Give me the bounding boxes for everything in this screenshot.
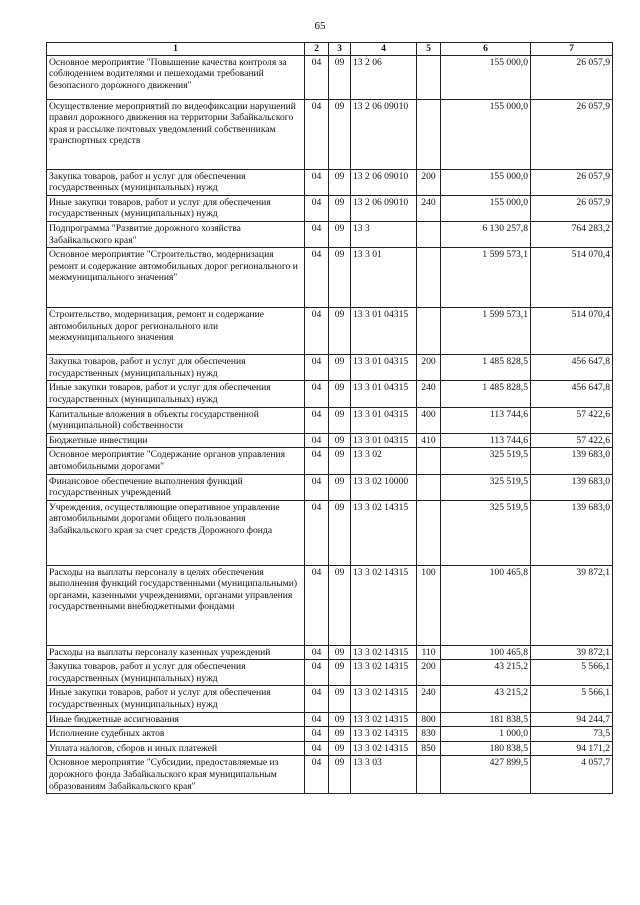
row-name: Основное мероприятие "Строительство, модернизация ремонт и содержание автомобильных дорог регионального и межмуниципального значения" <box>47 248 305 308</box>
column-header: 1 <box>47 43 305 56</box>
column-header: 6 <box>441 43 531 56</box>
row-name: Основное мероприятие "Повышение качества контроля за соблюдением водителями и пешеходами требований безопасного дорожного движения" <box>47 55 305 99</box>
row-target-code: 13 3 01 04315 <box>351 433 417 448</box>
row-expense-type: 830 <box>417 727 441 742</box>
row-subsection: 09 <box>329 248 351 308</box>
row-amount-plan: 325 519,5 <box>441 448 531 474</box>
row-name: Учреждения, осуществляющие оперативное управление автомобильными дорогами общего пользования Забайкальского края за счет средств Дорожного фонда <box>47 500 305 565</box>
row-name: Закупка товаров, работ и услуг для обеспечения государственных (муниципальных) нужд <box>47 660 305 686</box>
row-expense-type: 850 <box>417 741 441 756</box>
row-subsection: 09 <box>329 727 351 742</box>
row-subsection: 09 <box>329 500 351 565</box>
row-target-code: 13 2 06 09010 <box>351 99 417 169</box>
row-subsection: 09 <box>329 741 351 756</box>
row-name: Исполнение судебных актов <box>47 727 305 742</box>
row-amount-plan: 43 215,2 <box>441 660 531 686</box>
row-name: Строительство, модернизация, ремонт и содержание автомобильных дорог регионального или межмуниципального значения <box>47 308 305 355</box>
row-section: 04 <box>305 727 329 742</box>
row-target-code: 13 3 02 14315 <box>351 660 417 686</box>
row-target-code: 13 3 02 14315 <box>351 500 417 565</box>
table-row <box>47 355 613 381</box>
row-name: Иные закупки товаров, работ и услуг для обеспечения государственных (муниципальных) нужд <box>47 381 305 407</box>
row-section: 04 <box>305 686 329 712</box>
table-row <box>47 727 613 742</box>
row-amount-plan: 1 485 828,5 <box>441 381 531 407</box>
row-target-code: 13 3 <box>351 221 417 247</box>
column-header: 2 <box>305 43 329 56</box>
row-name: Финансовое обеспечение выполнения функций государственных учреждений <box>47 474 305 500</box>
row-subsection: 09 <box>329 756 351 794</box>
row-subsection: 09 <box>329 221 351 247</box>
row-amount-executed: 5 566,1 <box>531 660 613 686</box>
table-row <box>47 381 613 407</box>
row-subsection: 09 <box>329 712 351 727</box>
row-section: 04 <box>305 99 329 169</box>
row-expense-type: 400 <box>417 407 441 433</box>
row-subsection: 09 <box>329 169 351 195</box>
row-amount-plan: 113 744,6 <box>441 433 531 448</box>
row-subsection: 09 <box>329 355 351 381</box>
table-row <box>47 55 613 99</box>
table-row <box>47 712 613 727</box>
column-header: 5 <box>417 43 441 56</box>
table-row <box>47 99 613 169</box>
row-target-code: 13 3 01 04315 <box>351 355 417 381</box>
table-row <box>47 756 613 794</box>
row-amount-executed: 456 647,8 <box>531 381 613 407</box>
table-row <box>47 500 613 565</box>
row-subsection: 09 <box>329 645 351 660</box>
row-name: Расходы на выплаты персоналу в целях обеспечения выполнения функций государственными (муниципальными) органами, казенными учреждениями, органами управления государственными внебюджетными фондами <box>47 565 305 645</box>
row-amount-plan: 1 000,0 <box>441 727 531 742</box>
row-target-code: 13 2 06 <box>351 55 417 99</box>
row-subsection: 09 <box>329 99 351 169</box>
row-name: Закупка товаров, работ и услуг для обеспечения государственных (муниципальных) нужд <box>47 169 305 195</box>
row-amount-executed: 26 057,9 <box>531 195 613 221</box>
row-amount-executed: 514 070,4 <box>531 308 613 355</box>
row-expense-type: 100 <box>417 565 441 645</box>
row-name: Бюджетные инвестиции <box>47 433 305 448</box>
row-subsection: 09 <box>329 407 351 433</box>
row-section: 04 <box>305 756 329 794</box>
row-subsection: 09 <box>329 686 351 712</box>
row-name: Подпрограмма "Развитие дорожного хозяйства Забайкальского края" <box>47 221 305 247</box>
row-expense-type: 200 <box>417 355 441 381</box>
row-section: 04 <box>305 355 329 381</box>
row-expense-type <box>417 99 441 169</box>
row-amount-plan: 325 519,5 <box>441 500 531 565</box>
table-row <box>47 565 613 645</box>
row-expense-type <box>417 474 441 500</box>
row-amount-executed: 514 070,4 <box>531 248 613 308</box>
row-target-code: 13 3 02 14315 <box>351 712 417 727</box>
table-row <box>47 407 613 433</box>
row-target-code: 13 3 02 14315 <box>351 727 417 742</box>
row-amount-plan: 43 215,2 <box>441 686 531 712</box>
row-expense-type <box>417 55 441 99</box>
row-target-code: 13 3 01 <box>351 248 417 308</box>
row-expense-type: 240 <box>417 381 441 407</box>
row-amount-plan: 1 485 828,5 <box>441 355 531 381</box>
row-amount-executed: 39 872,1 <box>531 645 613 660</box>
row-subsection: 09 <box>329 381 351 407</box>
row-amount-executed: 57 422,6 <box>531 433 613 448</box>
row-amount-plan: 155 000,0 <box>441 195 531 221</box>
row-expense-type: 110 <box>417 645 441 660</box>
row-amount-plan: 1 599 573,1 <box>441 308 531 355</box>
column-header: 7 <box>531 43 613 56</box>
row-target-code: 13 3 02 14315 <box>351 686 417 712</box>
row-subsection: 09 <box>329 660 351 686</box>
row-target-code: 13 3 02 14315 <box>351 645 417 660</box>
row-expense-type: 200 <box>417 169 441 195</box>
row-expense-type <box>417 500 441 565</box>
row-amount-plan: 181 838,5 <box>441 712 531 727</box>
row-target-code: 13 3 02 14315 <box>351 741 417 756</box>
row-amount-plan: 100 465,8 <box>441 645 531 660</box>
row-amount-plan: 113 744,6 <box>441 407 531 433</box>
row-amount-executed: 5 566,1 <box>531 686 613 712</box>
row-name: Основное мероприятие "Субсидии, предоставляемые из дорожного фонда Забайкальского края муниципальным образованиям Забайкальского края" <box>47 756 305 794</box>
row-amount-plan: 6 130 257,8 <box>441 221 531 247</box>
budget-table <box>46 42 613 794</box>
row-section: 04 <box>305 474 329 500</box>
row-amount-executed: 57 422,6 <box>531 407 613 433</box>
row-amount-executed: 26 057,9 <box>531 169 613 195</box>
table-row <box>47 248 613 308</box>
row-amount-plan: 155 000,0 <box>441 169 531 195</box>
row-section: 04 <box>305 55 329 99</box>
row-target-code: 13 3 02 14315 <box>351 565 417 645</box>
row-amount-executed: 4 057,7 <box>531 756 613 794</box>
row-name: Капитальные вложения в объекты государственной (муниципальной) собственности <box>47 407 305 433</box>
row-section: 04 <box>305 565 329 645</box>
table-row <box>47 195 613 221</box>
row-amount-executed: 139 683,0 <box>531 474 613 500</box>
row-section: 04 <box>305 645 329 660</box>
row-amount-plan: 155 000,0 <box>441 99 531 169</box>
row-name: Иные закупки товаров, работ и услуг для обеспечения государственных (муниципальных) нужд <box>47 195 305 221</box>
row-section: 04 <box>305 221 329 247</box>
page-number: 65 <box>314 20 326 32</box>
row-amount-executed: 39 872,1 <box>531 565 613 645</box>
row-amount-executed: 26 057,9 <box>531 55 613 99</box>
row-section: 04 <box>305 381 329 407</box>
row-expense-type <box>417 756 441 794</box>
table-header-row <box>47 43 613 56</box>
row-name: Иные бюджетные ассигнования <box>47 712 305 727</box>
row-name: Осуществление мероприятий по видеофиксации нарушений правил дорожного движения на территории Забайкальского края и рассылке почтовых уведомлений собственникам транспортных средств <box>47 99 305 169</box>
row-name: Иные закупки товаров, работ и услуг для обеспечения государственных (муниципальных) нужд <box>47 686 305 712</box>
row-name: Закупка товаров, работ и услуг для обеспечения государственных (муниципальных) нужд <box>47 355 305 381</box>
row-subsection: 09 <box>329 565 351 645</box>
row-target-code: 13 3 01 04315 <box>351 308 417 355</box>
row-subsection: 09 <box>329 308 351 355</box>
row-expense-type: 240 <box>417 195 441 221</box>
row-amount-plan: 1 599 573,1 <box>441 248 531 308</box>
column-header: 3 <box>329 43 351 56</box>
row-name: Уплата налогов, сборов и иных платежей <box>47 741 305 756</box>
row-subsection: 09 <box>329 195 351 221</box>
row-section: 04 <box>305 433 329 448</box>
row-name: Основное мероприятие "Содержание органов управления автомобильными дорогами" <box>47 448 305 474</box>
table-row <box>47 433 613 448</box>
row-section: 04 <box>305 448 329 474</box>
row-amount-plan: 155 000,0 <box>441 55 531 99</box>
row-section: 04 <box>305 248 329 308</box>
row-expense-type: 410 <box>417 433 441 448</box>
row-subsection: 09 <box>329 474 351 500</box>
row-target-code: 13 3 01 04315 <box>351 407 417 433</box>
row-amount-plan: 325 519,5 <box>441 474 531 500</box>
table-row <box>47 221 613 247</box>
row-name: Расходы на выплаты персоналу казенных учреждений <box>47 645 305 660</box>
row-amount-executed: 764 283,2 <box>531 221 613 247</box>
table-row <box>47 169 613 195</box>
row-expense-type <box>417 448 441 474</box>
row-target-code: 13 2 06 09010 <box>351 195 417 221</box>
table-row <box>47 686 613 712</box>
table-row <box>47 741 613 756</box>
table-row <box>47 448 613 474</box>
row-amount-executed: 94 171,2 <box>531 741 613 756</box>
row-amount-plan: 427 899,5 <box>441 756 531 794</box>
row-subsection: 09 <box>329 448 351 474</box>
row-target-code: 13 3 01 04315 <box>351 381 417 407</box>
row-expense-type: 200 <box>417 660 441 686</box>
row-expense-type <box>417 221 441 247</box>
table-row <box>47 308 613 355</box>
row-target-code: 13 3 03 <box>351 756 417 794</box>
row-section: 04 <box>305 712 329 727</box>
row-subsection: 09 <box>329 55 351 99</box>
row-amount-executed: 94 244,7 <box>531 712 613 727</box>
table-row <box>47 474 613 500</box>
row-amount-executed: 456 647,8 <box>531 355 613 381</box>
row-amount-plan: 180 838,5 <box>441 741 531 756</box>
row-subsection: 09 <box>329 433 351 448</box>
column-header: 4 <box>351 43 417 56</box>
row-target-code: 13 3 02 10000 <box>351 474 417 500</box>
row-section: 04 <box>305 195 329 221</box>
row-section: 04 <box>305 169 329 195</box>
row-section: 04 <box>305 407 329 433</box>
row-section: 04 <box>305 500 329 565</box>
row-section: 04 <box>305 308 329 355</box>
row-expense-type <box>417 248 441 308</box>
row-target-code: 13 2 06 09010 <box>351 169 417 195</box>
row-amount-executed: 73,5 <box>531 727 613 742</box>
row-section: 04 <box>305 660 329 686</box>
row-target-code: 13 3 02 <box>351 448 417 474</box>
row-amount-executed: 139 683,0 <box>531 500 613 565</box>
row-section: 04 <box>305 741 329 756</box>
row-expense-type: 240 <box>417 686 441 712</box>
table-row <box>47 660 613 686</box>
row-amount-plan: 100 465,8 <box>441 565 531 645</box>
row-expense-type <box>417 308 441 355</box>
row-amount-executed: 139 683,0 <box>531 448 613 474</box>
row-expense-type: 800 <box>417 712 441 727</box>
row-amount-executed: 26 057,9 <box>531 99 613 169</box>
table-row <box>47 645 613 660</box>
